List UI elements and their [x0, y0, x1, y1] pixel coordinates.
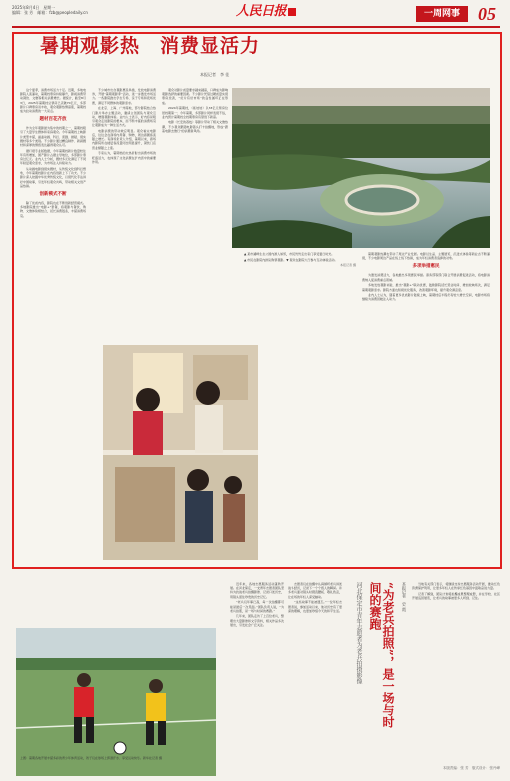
paragraph: “这些故事不能被遗忘。”一位年轻志愿者说，参加活动以来，他对历史有了更深的理解，也更加珍惜今天的和平生活。	[288, 600, 343, 613]
paragraph: 作为全年观影最为集中的档期之一，暑期档吸引了大量学生群体和家庭观众。今年暑期档上映影片类型丰富，涵盖动画、科幻、喜剧、悬疑、现实题材等多个类别。不少影片通过精良制作、新颖题材和深厚的情感表达赢得观众认可。	[20, 126, 87, 148]
subheading-innovation: 创新模式不断	[39, 192, 67, 198]
feature-headline[interactable]: “为老兵拍照”，是一场与时间的赛跑	[368, 582, 395, 728]
paragraph: 2024年暑期档，《抓娃娃》以33亿元票房位居档期第一；今年暑期，多部影片同样表现不俗，业内预计暑期档全档期票房有望创下新高。	[162, 106, 229, 119]
paragraph: 业内人士认为，随着更多优质影片陆续上映，暑期档后半程仍有较大增长空间，电影市场将继续为消费回暖注入动力。	[362, 293, 490, 302]
feature-subtitle: 河北保定市青年志愿者为老兵拍摄影像	[355, 582, 362, 684]
cinema-audience-photo[interactable]	[103, 345, 258, 560]
page-header-info	[12, 5, 152, 15]
article-headline[interactable]: 暑期观影热 消费显活力	[40, 35, 261, 57]
article-column-1	[20, 88, 86, 562]
park-photo-image	[232, 88, 490, 248]
editor-info: 编辑：张 芳 邮箱：fzb@peopledaily.cn	[12, 10, 88, 15]
feature-column-3	[412, 582, 500, 758]
cinema-photo-caption: ▲ 市民在影院内排队购票观影。▼ 观众在影院大厅参与互动体验活动。	[244, 257, 338, 262]
feature-column-2	[288, 582, 342, 758]
paragraph: 观众对影片质量要求越来越高，口碑成为影响观影选择的重要因素。不少影片凭借过硬质量实现票房逆袭，“好片有好市场”的良性循环正在形成。	[162, 88, 229, 105]
page-edit-note: 本版责编：张 芳 版式设计：张丹峰	[442, 766, 500, 770]
article-column-3	[162, 88, 228, 338]
article-column-5	[362, 252, 490, 564]
newspaper-masthead-logo	[236, 4, 306, 20]
feature-column-1	[230, 582, 284, 758]
photo-credit: 本报记者 摄	[340, 263, 356, 268]
paragraph: 为激发消费活力，各地推出多项惠民举措。商务部等部门联合开展消费促进活动，将电影消费纳入促消费重点领域。	[362, 273, 490, 282]
feature-byline: 本报记者 史 霞	[402, 582, 407, 612]
park-aerial-photo[interactable]	[232, 88, 490, 248]
article-byline: 本报记者 李 佳	[200, 72, 230, 77]
paragraph: “老兵们年事已高，每一次拍摄都可能是最后一次见面。”团队负责人说，“为老兵拍照，是一场与时间的赛跑。”	[230, 600, 284, 613]
paragraph: 除了优质内容，影院也在不断创新经营模式。多地影院推出“电影+”套餐，将观影与餐饮、购物、文旅体验相结合，延长消费链条，丰富消费场景。	[20, 201, 87, 218]
header-divider	[12, 26, 500, 28]
paragraph: 据灯塔专业版数据，今年暑期档新片数量较往年有所增加，国产影片占据主导地位，多部影片票房过亿元。业内人士分析，题材多元化满足了不同年龄层观众需求，为市场注入持续动力。	[20, 148, 87, 166]
paragraph: 当地有关部门表示，将继续支持志愿服务活动开展，推动红色资源保护利用，让更多年轻人在传承红色基因中汲取奋进力量。	[412, 582, 500, 591]
paragraph: 几年来，团队走访了上百位老兵，整理出大量影像和文字资料，相关作品多次展出，引发社会广泛关注。	[230, 614, 285, 627]
youth-soccer-photo[interactable]	[16, 628, 216, 776]
paragraph: 从动画电影到现实题材，从传统文化到科幻想象，今年暑期档影片在内容创新上下了功夫。不少影片深入挖掘中华优秀传统文化，以现代化手法讲好中国故事，引发年轻观众共鸣，带动相关文创产品热销。	[20, 167, 87, 188]
subheading-measures: 多项举措惠民	[412, 264, 440, 270]
park-photo-caption: ▲ 某市湖畔生态公园内游人如织，市民纷纷走出家门享受夏日时光。	[244, 252, 335, 256]
masthead-text: 人民日报	[236, 4, 287, 19]
paragraph: 在北京、上海、广州等地，部分影院结合热门影片举办主题活动，邀请主创团队与观众互动，增强观影体验。业内人士表示，好内容是吸引观众走进影院的根本，而不断丰富的消费场景让观影成为一种生活方式。	[92, 106, 156, 128]
masthead-seal	[288, 8, 296, 16]
paragraph: 电影《长安的荔枝》等影片带动了相关文旅热潮，不少观众跟随电影镜头打卡拍摄地，形成“跟着电影去旅行”的消费新风尚。	[162, 120, 229, 133]
cinema-photo-image	[103, 345, 258, 560]
paragraph: 近年来，各地志愿服务活动蓬勃开展。在河北保定，一支青年志愿者团队坚持为抗战老兵拍摄影像、记录口述历史，用镜头留住珍贵的历史记忆。	[230, 582, 285, 599]
paragraph: 电影消费的带动效应明显。观众看完电影后，往往会在商场内用餐、购物，周边商圈客流随之增长。有商场负责人介绍，暑期以来，商场内影院所在楼层客流量同比明显提升，餐饮门店营业额随之上涨。	[92, 128, 156, 150]
section-label: 一周网事	[416, 6, 468, 22]
paragraph: 这个夏季，消费市场活力十足。近期，多地电影院人流涌动，暑期档票房持续攀升，影视消费带动餐饮、文旅等相关消费增长。据统计，截至8月3日，2025年暑期档总票房已突破70亿元，多部影片口碑票房双丰收，观众观影热情高涨，暑期档成为拉动消费的一大亮点。	[20, 88, 87, 114]
soccer-photo-caption: 上图：暑期各地开展丰富多彩的青少年体育活动，孩子们在球场上挥洒汗水、享受运动快乐。新华社记者 摄	[20, 756, 162, 760]
article-column-2	[92, 88, 156, 338]
paragraph: 专家认为，暑期档的火热折射出消费市场的旺盛活力，也体现了文化消费在扩内需中的重要作用。	[92, 151, 156, 164]
paragraph: 志愿者们在拍摄中认真倾听老兵讲述战斗经历，记录下一个个感人的瞬间。许多老兵面对镜头时挺直腰板、敬礼致意，让在场的年轻人深受触动。	[288, 582, 343, 599]
paragraph: 记者了解到，团队计划将拍摄成果整理成册，并在学校、社区开展巡回展览，让老兵的故事被更多人听到、记住。	[412, 591, 500, 601]
issue-date: 2025年8月4日 星期一	[12, 5, 56, 10]
paragraph: 多地发放观影补贴，推出“观影+”联动优惠，鼓励影院延长营业时间、增加放映场次，满足暑期观影需求。影院方面也积极优化服务，改善观影环境，提升观众满意度。	[362, 283, 490, 292]
page-number: 05	[478, 4, 496, 24]
paragraph: 不少城市出台观影惠民举措，发放电影消费券，开展“暑期观影季”活动，进一步激发市场活力。一些影院推出学生专场、亲子专场和夜场优惠，满足不同群体的观影需求。	[92, 88, 156, 105]
subheading-topics: 题材百花齐放	[39, 117, 67, 123]
soccer-photo-image	[16, 628, 216, 776]
paragraph: 暑期观影热潮也带动了周边产业发展。电影衍生品、主题展览、沉浸式体验等新业态不断涌现，不少电影周边产品在线上线下热销，成为年轻消费者追捧的对象。	[362, 252, 490, 261]
